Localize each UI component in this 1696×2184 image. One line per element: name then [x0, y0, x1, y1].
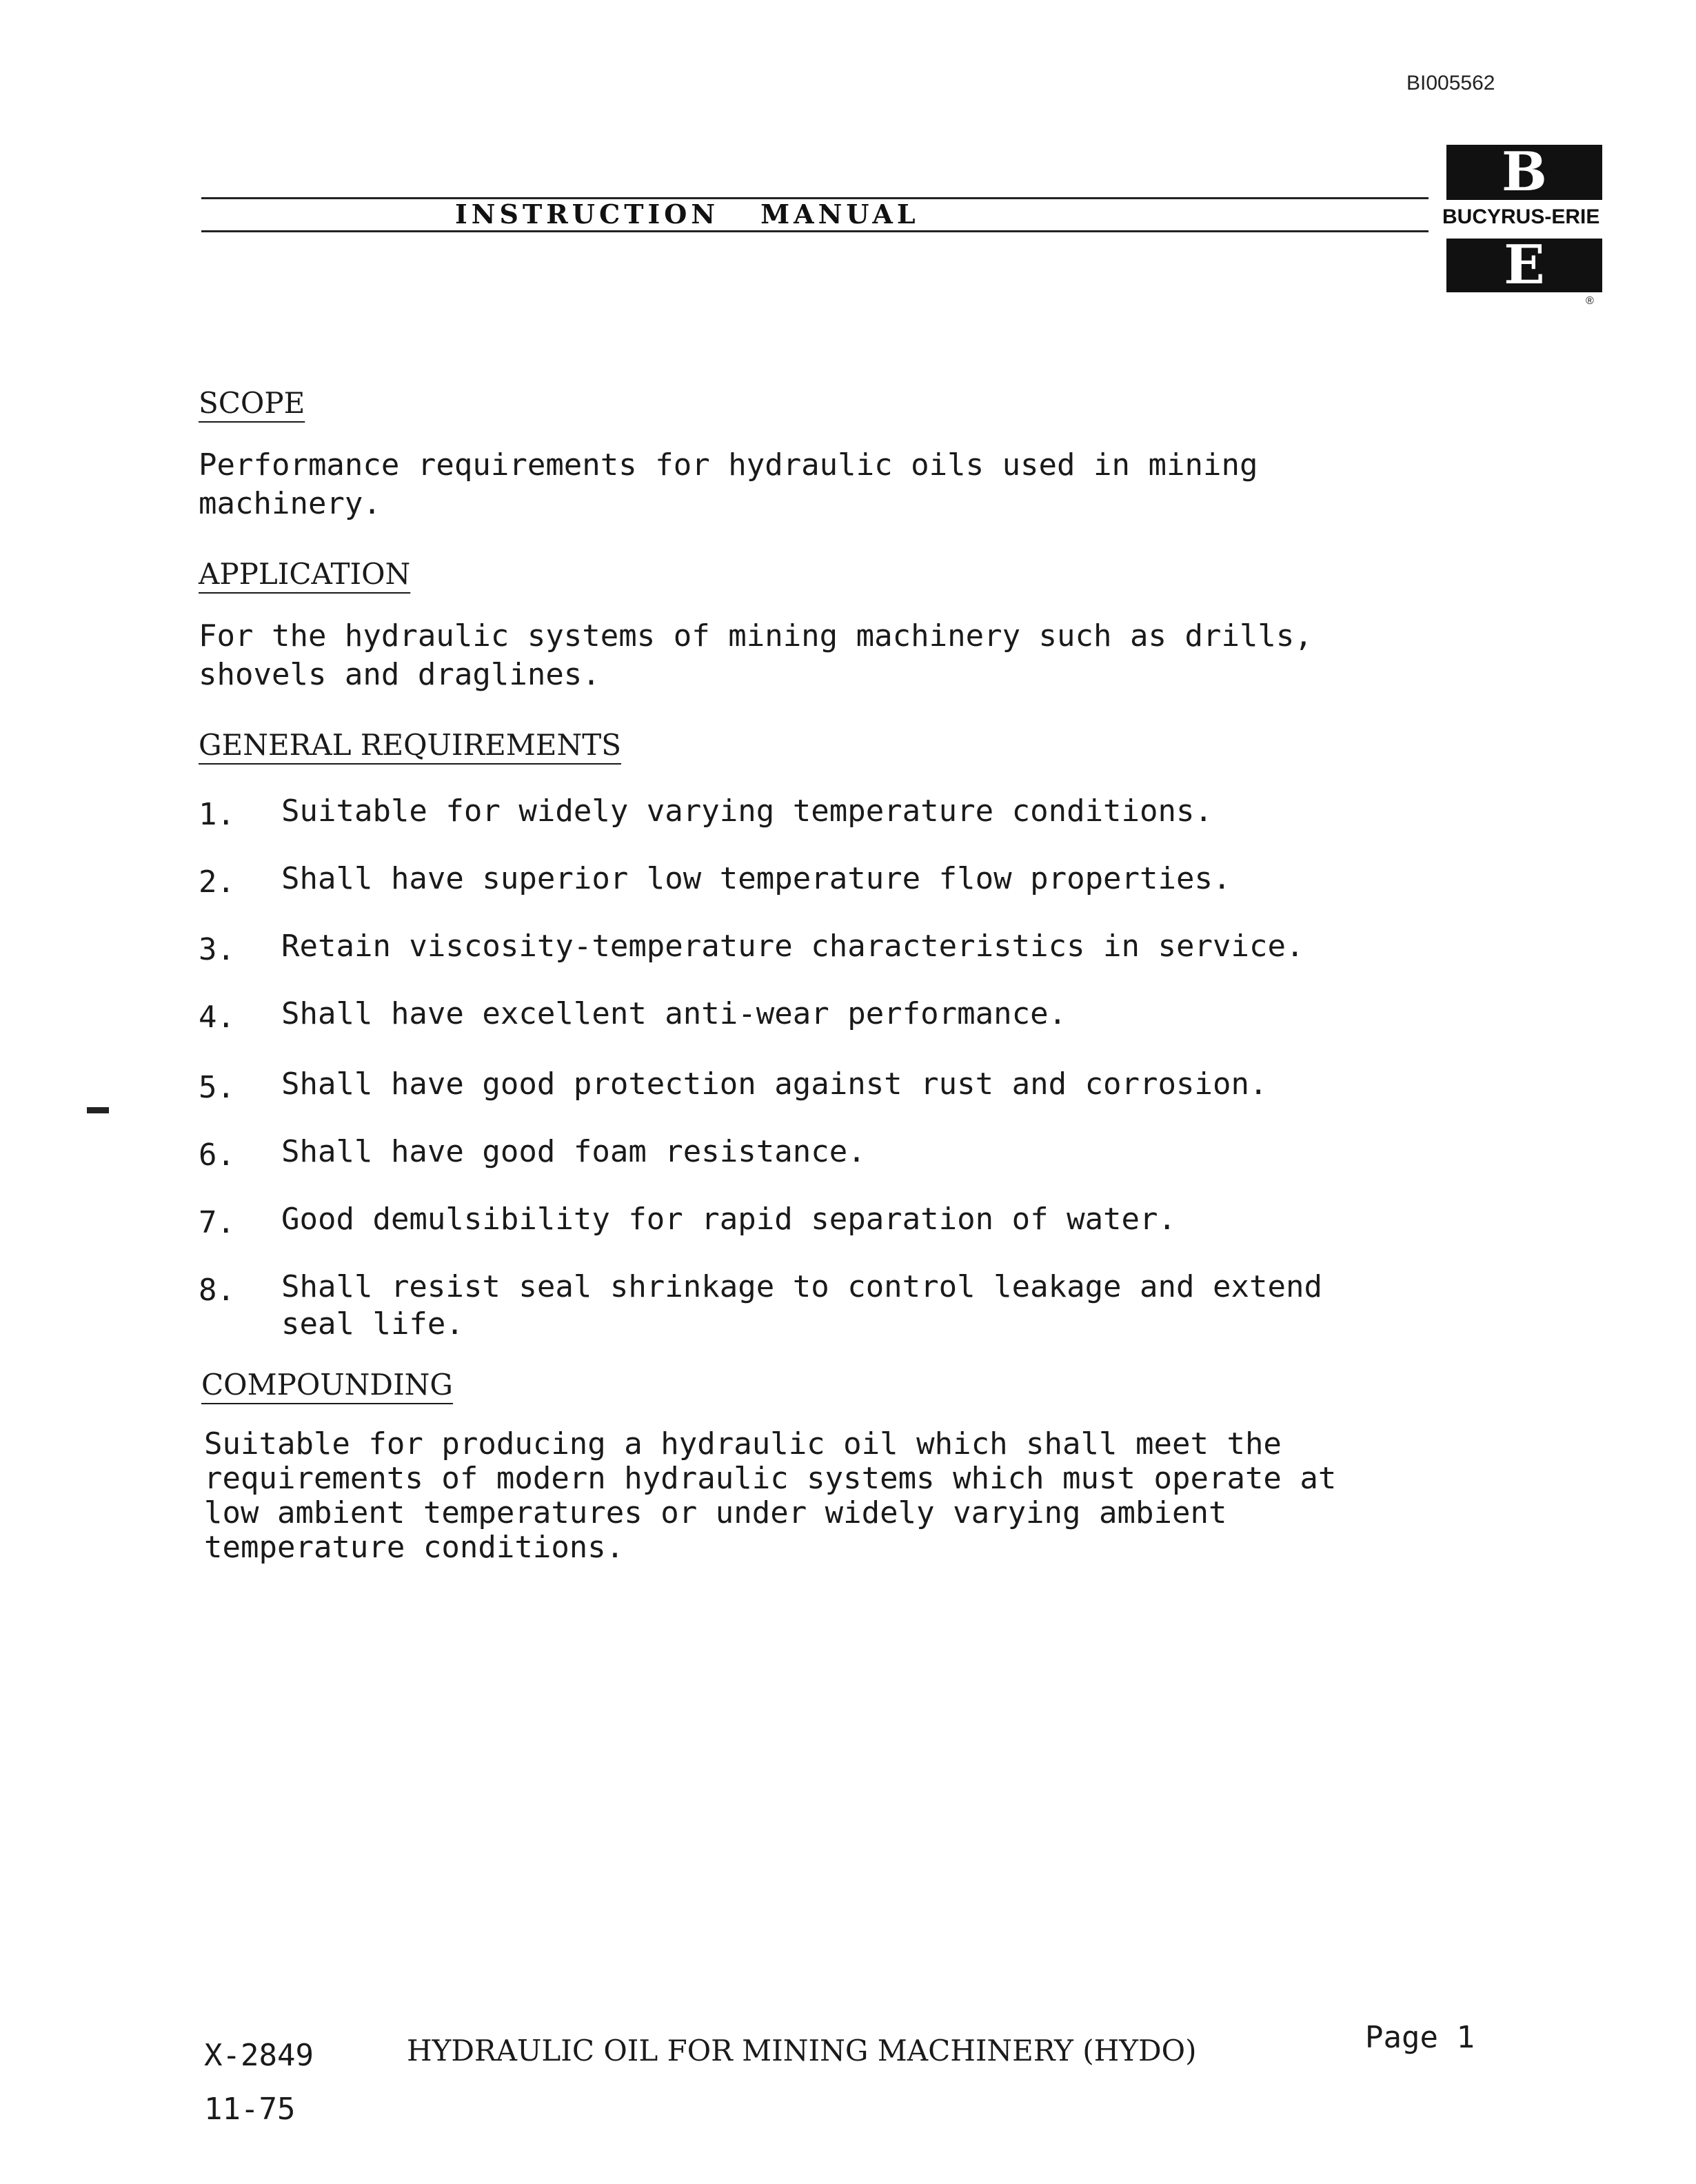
header-bottom-rule [201, 230, 1429, 232]
requirement-8-number: 8. [199, 1273, 235, 1308]
requirement-3-number: 3. [199, 932, 235, 967]
logo-bottom-block [1446, 234, 1602, 296]
scan-mark [87, 1107, 109, 1113]
requirement-4-number: 4. [199, 1000, 235, 1035]
footer-page-number: Page 1 [1365, 2020, 1475, 2055]
requirement-5-text: Shall have good protection against rust and corrosion. [281, 1066, 1268, 1102]
footer-date: 11-75 [204, 2092, 296, 2127]
requirement-8-text-continued: seal life. [281, 1306, 464, 1342]
requirement-2-number: 2. [199, 865, 235, 900]
requirement-8-text: Shall resist seal shrinkage to control leakage and extend [281, 1269, 1322, 1304]
compounding-line-3: low ambient temperatures or under widely varying ambient [204, 1495, 1227, 1530]
requirement-4-text: Shall have excellent anti-wear performance. [281, 996, 1067, 1031]
scope-line-2: machinery. [199, 486, 381, 521]
compounding-line-1: Suitable for producing a hydraulic oil which shall meet the [204, 1426, 1282, 1462]
requirement-1-text: Suitable for widely varying temperature conditions. [281, 793, 1213, 829]
logo-top-letter: B [1502, 141, 1547, 203]
logo-bottom-letter: E [1504, 234, 1545, 296]
footer-title: HYDRAULIC OIL FOR MINING MACHINERY (HYDO) [407, 2034, 1197, 2067]
application-line-2: shovels and draglines. [199, 657, 600, 692]
compounding-heading: COMPOUNDING [201, 1368, 453, 1402]
requirement-3-text: Retain viscosity-temperature characteristics in service. [281, 929, 1304, 964]
header-title [455, 199, 920, 230]
header-title-part1: INSTRUCTION [455, 199, 720, 230]
requirement-7-text: Good demulsibility for rapid separation of water. [281, 1202, 1177, 1237]
footer-document-code: X-2849 [204, 2038, 314, 2073]
application-heading: APPLICATION [199, 557, 411, 591]
header-title-part2: MANUAL [760, 199, 920, 230]
general-requirements-heading: GENERAL REQUIREMENTS [199, 728, 621, 762]
requirement-6-number: 6. [199, 1138, 235, 1173]
compounding-line-2: requirements of modern hydraulic systems which must operate at [204, 1461, 1337, 1496]
requirement-5-number: 5. [199, 1070, 235, 1105]
logo-brand-name: BUCYRUS-ERIE [1442, 205, 1600, 228]
requirement-1-number: 1. [199, 797, 235, 832]
requirement-6-text: Shall have good foam resistance. [281, 1134, 866, 1169]
registered-mark: ® [1586, 295, 1594, 307]
logo-top-block [1446, 141, 1602, 203]
document-id: BI005562 [1406, 72, 1495, 94]
compounding-line-4: temperature conditions. [204, 1530, 625, 1565]
scope-heading: SCOPE [199, 386, 305, 420]
scope-line-1: Performance requirements for hydraulic oils used in mining [199, 447, 1258, 483]
requirement-7-number: 7. [199, 1205, 235, 1240]
application-line-1: For the hydraulic systems of mining machinery such as drills, [199, 618, 1313, 654]
requirement-2-text: Shall have superior low temperature flow properties. [281, 861, 1231, 896]
